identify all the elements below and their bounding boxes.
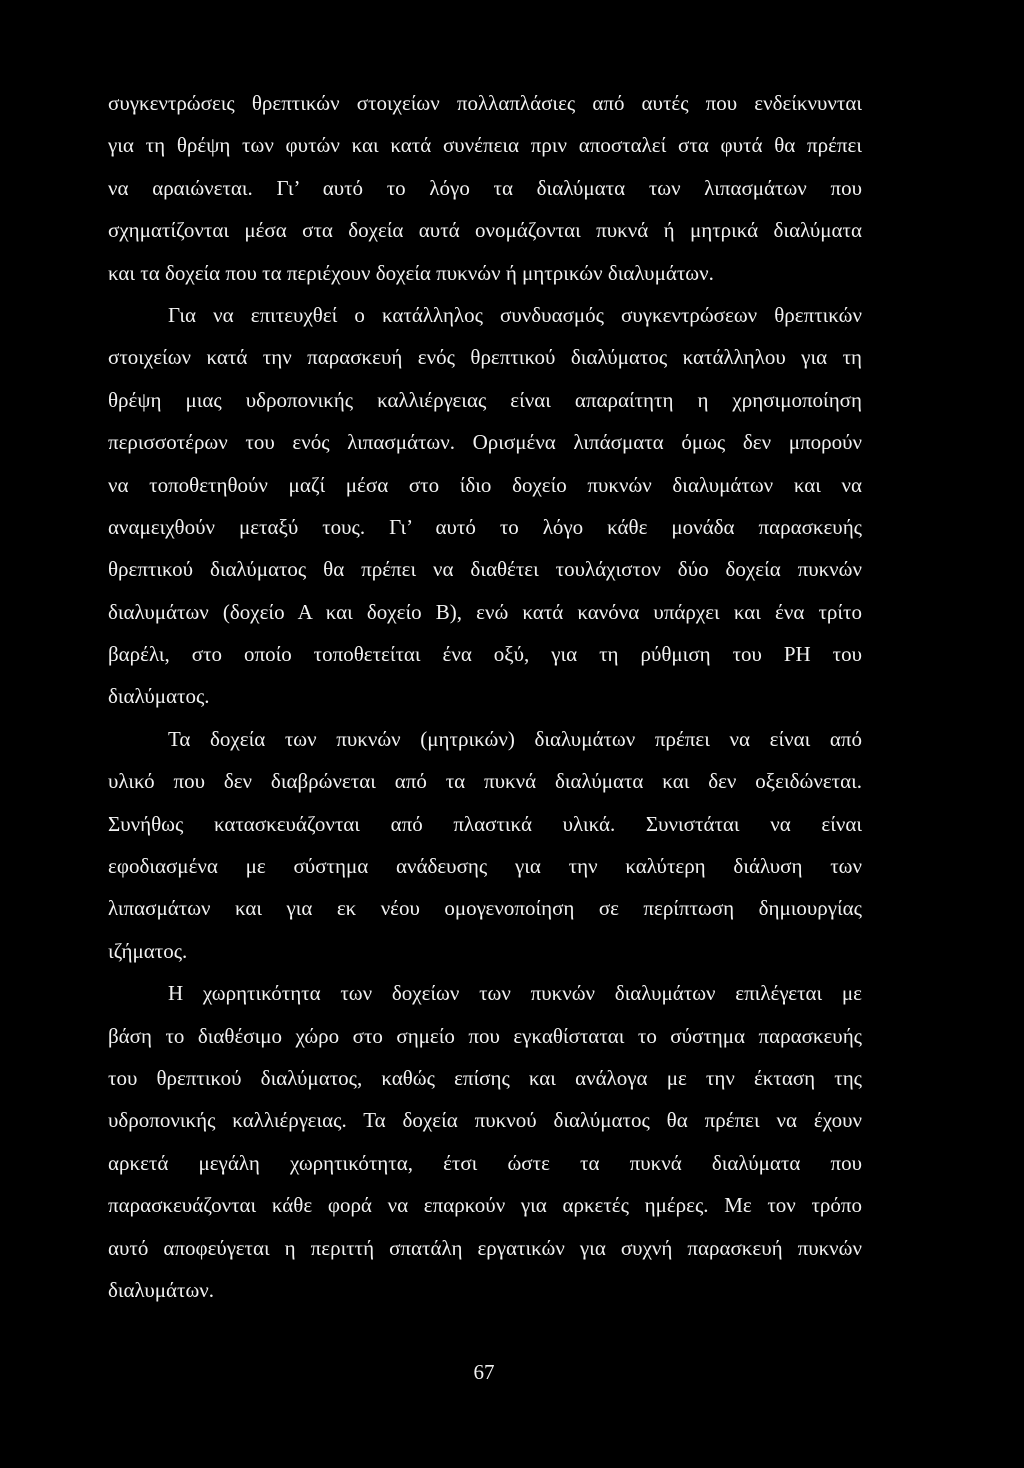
paragraph-4: [108, 972, 862, 1311]
paragraph-2: [108, 294, 862, 718]
text-line: λιπασμάτων και για εκ νέου ομογενοποίηση σε περίπτωση δημιουργίας: [108, 896, 862, 921]
document-body: [108, 82, 862, 1311]
text-line: στοιχείων κατά την παρασκευή ενός θρεπτικού διαλύματος κατάλληλου για τη: [108, 345, 862, 370]
text-line: ιζήματος.: [108, 938, 188, 963]
paragraph-3: [108, 718, 862, 972]
text-line: συγκεντρώσεις θρεπτικών στοιχείων πολλαπλάσιες από αυτές που ενδείκνυνται: [108, 91, 862, 115]
text-line: αναμειχθούν μεταξύ τους. Γι’ αυτό το λόγο κάθε μονάδα παρασκευής: [108, 514, 862, 539]
text-line: υδροπονικής καλλιέργειας. Τα δοχεία πυκνού διαλύματος θα πρέπει να έχουν: [108, 1108, 862, 1133]
text-line: να τοποθετηθούν μαζί μέσα στο ίδιο δοχείο πυκνών διαλυμάτων και να: [108, 472, 862, 497]
text-line: να αραιώνεται. Γι’ αυτό το λόγο τα διαλύματα των λιπασμάτων που: [108, 175, 862, 200]
text-line: και τα δοχεία που τα περιέχουν δοχεία πυκνών ή μητρικών διαλυμάτων.: [108, 260, 714, 285]
text-line: θρέψη μιας υδροπονικής καλλιέργειας είναι απαραίτητη η χρησιμοποίηση: [108, 387, 862, 412]
text-line: διαλύματος.: [108, 684, 210, 709]
text-line: αυτό αποφεύγεται η περιττή σπατάλη εργατικών για συχνή παρασκευή πυκνών: [108, 1235, 862, 1260]
text-line: εφοδιασμένα με σύστημα ανάδευσης για την καλύτερη διάλυση των: [108, 854, 862, 879]
text-line: διαλυμάτων.: [108, 1277, 215, 1302]
text-line: θρεπτικού διαλύματος θα πρέπει να διαθέτει τουλάχιστον δύο δοχεία πυκνών: [108, 557, 862, 582]
text-line: αρκετά μεγάλη χωρητικότητα, έτσι ώστε τα πυκνά διαλύματα που: [108, 1150, 862, 1175]
text-line: σχηματίζονται μέσα στα δοχεία αυτά ονομάζονται πυκνά ή μητρικά διαλύματα: [108, 218, 862, 243]
text-line: υλικό που δεν διαβρώνεται από τα πυκνά διαλύματα και δεν οξειδώνεται.: [108, 769, 862, 794]
text-line: βαρέλι, στο οποίο τοποθετείται ένα οξύ, για τη ρύθμιση του PH του: [108, 642, 862, 667]
text-line: Συνήθως κατασκευάζονται από πλαστικά υλικά. Συνιστάται να είναι: [108, 811, 862, 836]
text-line: του θρεπτικού διαλύματος, καθώς επίσης και ανάλογα με την έκταση της: [108, 1065, 862, 1090]
text-line: για τη θρέψη των φυτών και κατά συνέπεια πριν αποσταλεί στα φυτά θα πρέπει: [108, 133, 862, 158]
text-line: Για να επιτευχθεί ο κατάλληλος συνδυασμός συγκεντρώσεων θρεπτικών: [168, 302, 862, 327]
text-line: Η χωρητικότητα των δοχείων των πυκνών διαλυμάτων επιλέγεται με: [168, 981, 862, 1006]
page-number: 67: [473, 1360, 495, 1384]
text-line: διαλυμάτων (δοχείο Α και δοχείο Β), ενώ κατά κανόνα υπάρχει και ένα τρίτο: [108, 599, 862, 624]
text-line: περισσοτέρων του ενός λιπασμάτων. Ορισμένα λιπάσματα όμως δεν μπορούν: [108, 430, 862, 455]
text-line: Τα δοχεία των πυκνών (μητρικών) διαλυμάτων πρέπει να είναι από: [168, 726, 862, 751]
text-line: βάση το διαθέσιμο χώρο στο σημείο που εγκαθίσταται το σύστημα παρασκευής: [108, 1023, 862, 1048]
paragraph-1: [108, 82, 862, 294]
text-line: παρασκευάζονται κάθε φορά να επαρκούν για αρκετές ημέρες. Με τον τρόπο: [108, 1193, 862, 1218]
